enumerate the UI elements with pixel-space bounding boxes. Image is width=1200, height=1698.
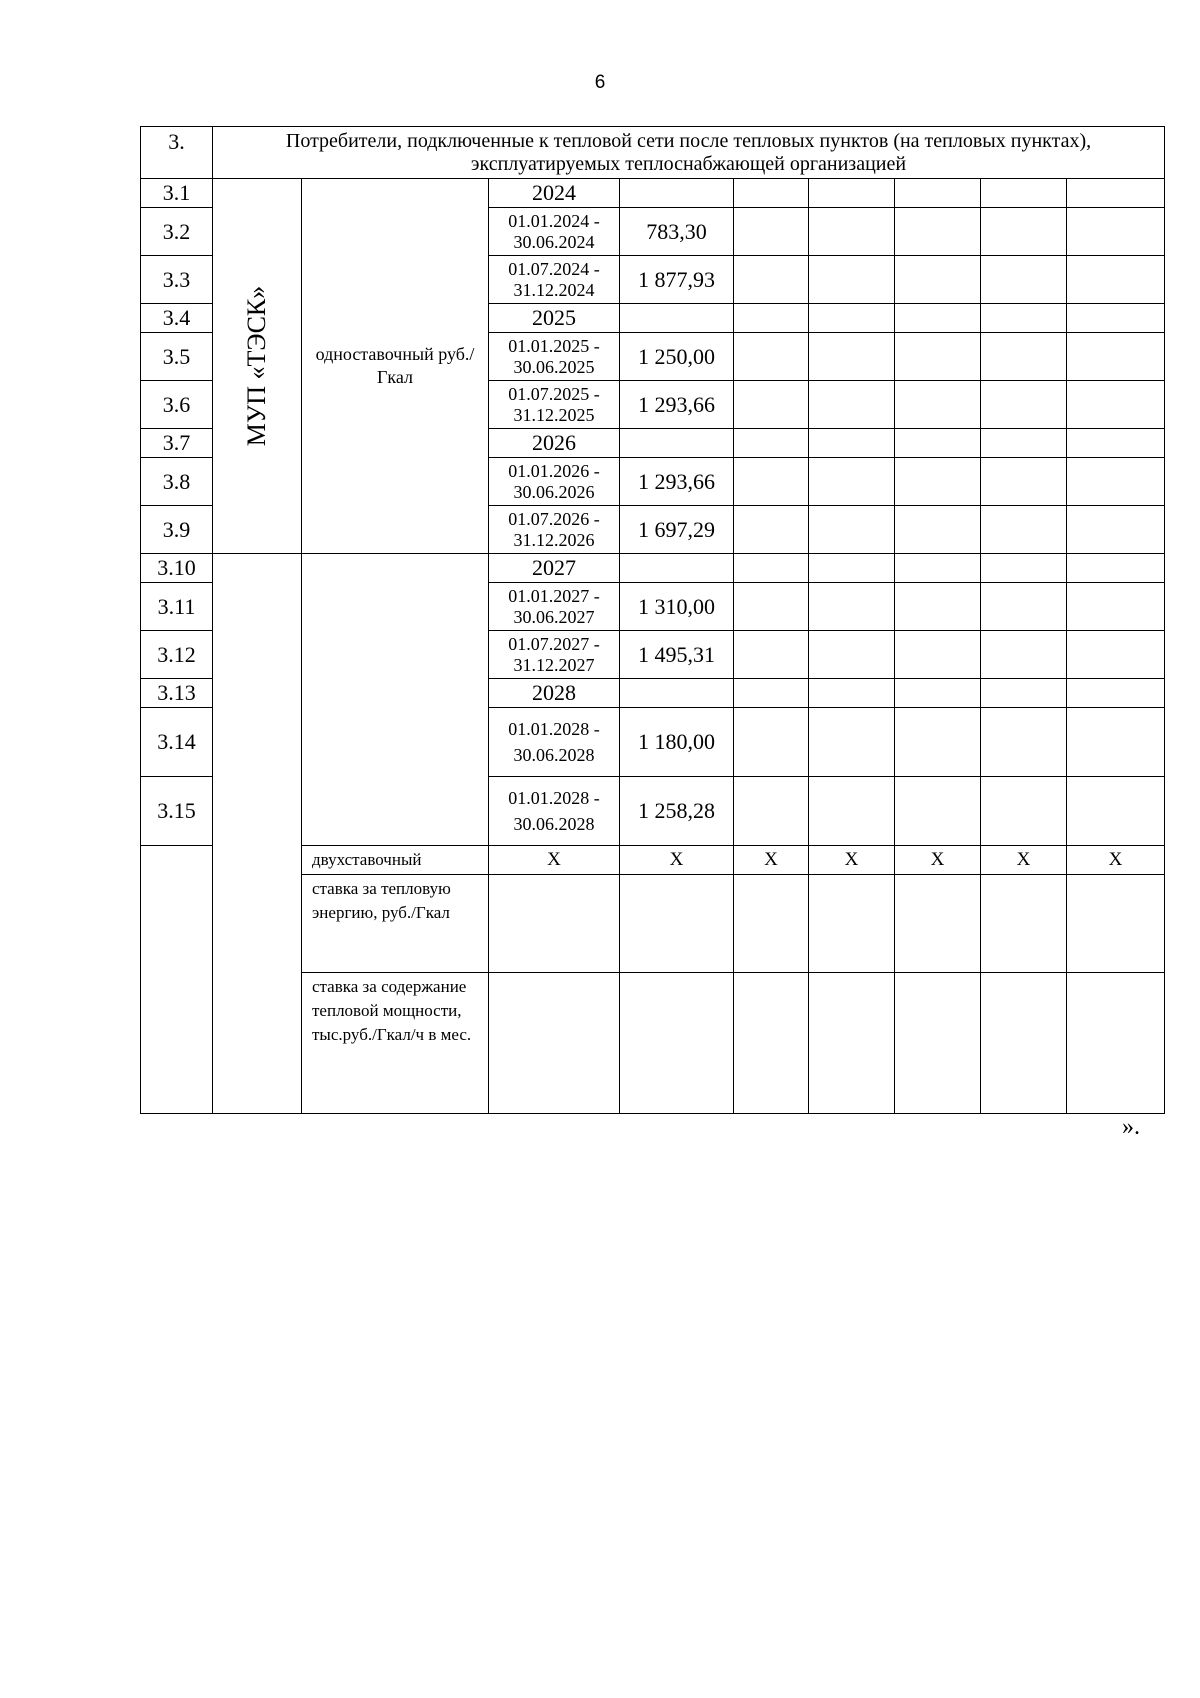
row-number: 3.8 xyxy=(141,458,213,506)
tariff-value: 1 877,93 xyxy=(620,256,734,304)
row-number: 3.10 xyxy=(141,554,213,583)
two-rate-label: двухставочный xyxy=(302,846,489,875)
x-mark: X xyxy=(489,846,620,875)
row-number: 3.1 xyxy=(141,179,213,208)
organization-cell xyxy=(213,179,302,554)
row-number: 3.5 xyxy=(141,333,213,381)
section-number: 3. xyxy=(141,127,213,179)
x-mark: X xyxy=(734,846,809,875)
tariff-value: 1 258,28 xyxy=(620,777,734,846)
x-mark: X xyxy=(981,846,1067,875)
x-mark: X xyxy=(620,846,734,875)
row-number: 3.6 xyxy=(141,381,213,429)
tariff-value: 783,30 xyxy=(620,208,734,256)
table-row xyxy=(141,554,1165,583)
year-label: 2028 xyxy=(489,679,620,708)
row-number: 3.4 xyxy=(141,304,213,333)
organization-cell-continued xyxy=(213,554,302,1114)
x-mark: X xyxy=(1067,846,1165,875)
x-mark: X xyxy=(809,846,895,875)
section-header-row xyxy=(141,127,1165,179)
tariff-type-cell-empty xyxy=(302,554,489,846)
period-label: 01.07.2026 - 31.12.2026 xyxy=(489,506,620,554)
x-mark: X xyxy=(895,846,981,875)
tariff-value: 1 293,66 xyxy=(620,381,734,429)
organization-name: МУП «ТЭСК» xyxy=(242,285,271,447)
row-number: 3.12 xyxy=(141,631,213,679)
energy-rate-label: ставка за тепловую энергию, руб./Гкал xyxy=(302,875,489,973)
row-number-empty xyxy=(141,846,213,1114)
year-label: 2027 xyxy=(489,554,620,583)
tariff-value: 1 495,31 xyxy=(620,631,734,679)
tariff-value: 1 180,00 xyxy=(620,708,734,777)
year-label: 2024 xyxy=(489,179,620,208)
period-label: 01.01.2025 - 30.06.2025 xyxy=(489,333,620,381)
row-number: 3.11 xyxy=(141,583,213,631)
year-label: 2025 xyxy=(489,304,620,333)
period-label: 01.07.2027 - 31.12.2027 xyxy=(489,631,620,679)
closing-quote: ». xyxy=(1122,1114,1140,1140)
tariff-value: 1 310,00 xyxy=(620,583,734,631)
tariff-value: 1 293,66 xyxy=(620,458,734,506)
period-label: 01.07.2025 - 31.12.2025 xyxy=(489,381,620,429)
period-label: 01.07.2024 - 31.12.2024 xyxy=(489,256,620,304)
section-title: Потребители, подключенные к тепловой сети после тепловых пунктов (на тепловых пунктах), эксплуатируемых теплоснабжающей организацией xyxy=(213,127,1165,179)
row-number: 3.13 xyxy=(141,679,213,708)
table-row xyxy=(141,179,1165,208)
row-number: 3.7 xyxy=(141,429,213,458)
period-label: 01.01.2028 - 30.06.2028 xyxy=(489,708,620,777)
period-label: 01.01.2024 - 30.06.2024 xyxy=(489,208,620,256)
page-number: 6 xyxy=(594,72,606,93)
row-number: 3.3 xyxy=(141,256,213,304)
tariff-value: 1 697,29 xyxy=(620,506,734,554)
period-label: 01.01.2027 - 30.06.2027 xyxy=(489,583,620,631)
single-rate-label: одноставочный руб./Гкал xyxy=(302,179,489,554)
period-label: 01.01.2028 - 30.06.2028 xyxy=(489,777,620,846)
tariff-value: 1 250,00 xyxy=(620,333,734,381)
year-label: 2026 xyxy=(489,429,620,458)
row-number: 3.15 xyxy=(141,777,213,846)
row-number: 3.2 xyxy=(141,208,213,256)
capacity-rate-label: ставка за содержание тепловой мощности, тыс.руб./Гкал/ч в мес. xyxy=(302,973,489,1114)
tariff-table xyxy=(140,126,1165,1114)
period-label: 01.01.2026 - 30.06.2026 xyxy=(489,458,620,506)
row-number: 3.9 xyxy=(141,506,213,554)
row-number: 3.14 xyxy=(141,708,213,777)
